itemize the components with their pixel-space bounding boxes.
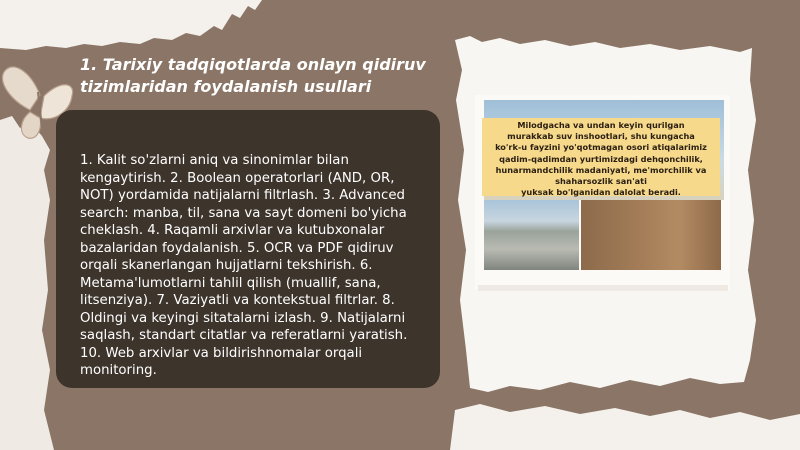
left-paper-lower: [0, 116, 54, 450]
left-paper-sheet: [0, 0, 262, 50]
slide-body-text: 1. Kalit so'zlarni aniq va sinonimlar bilan kengaytirish. 2. Boolean operatorlari (AND, OR, NOT) yordamida natijalarni filtrlash. 3. Advanced search: manba, til, sana va sayt domeni bo'yicha cheklash. 4. Raqamli arxivlar va kutubxonalar bazalaridan foydalanish. 5. OCR va PDF qidiruv orqali skanerlangan hujjatlarni tekshirish. 6. Metama'lumotlarni tahlil qilish (muallif, sana, litsenziya). 7. Vaziyatli va kontekstual filtrlar. 8. Oldingi va keyingi sitatalarni izlash. 9. Natijalarni saqlash, standart citatlar va referatlarni yaratish. 10. Web arxivlar va bildirishnomalar orqali monitoring.: [80, 153, 408, 378]
butterfly-lower-wing: [21, 112, 40, 138]
photo-bottom-strip: [478, 285, 728, 291]
photo-ancient-walls: [581, 200, 721, 270]
slide-title: 1. Tarixiy tadqiqotlarda onlayn qidiruv tizimlaridan foydalanish usullari: [80, 55, 426, 96]
bottom-paper-sheet: [450, 404, 800, 450]
photo-water-structure: [484, 200, 579, 270]
photo-caption: Milodgacha va undan keyin qurilgan murakkab suv inshootlari, shu kungacha ko'rk-u fayzini yo'qotmagan osori atiqalarimiz qadim-qadimdan yurtimizdagi dehqonchilik, hunarmandchilik madaniyati, me'morchilik va shaharsozlik san'ati yuksak bo'lganidan dalolat beradi.: [495, 120, 707, 198]
butterfly-upper-wing: [2, 67, 40, 110]
